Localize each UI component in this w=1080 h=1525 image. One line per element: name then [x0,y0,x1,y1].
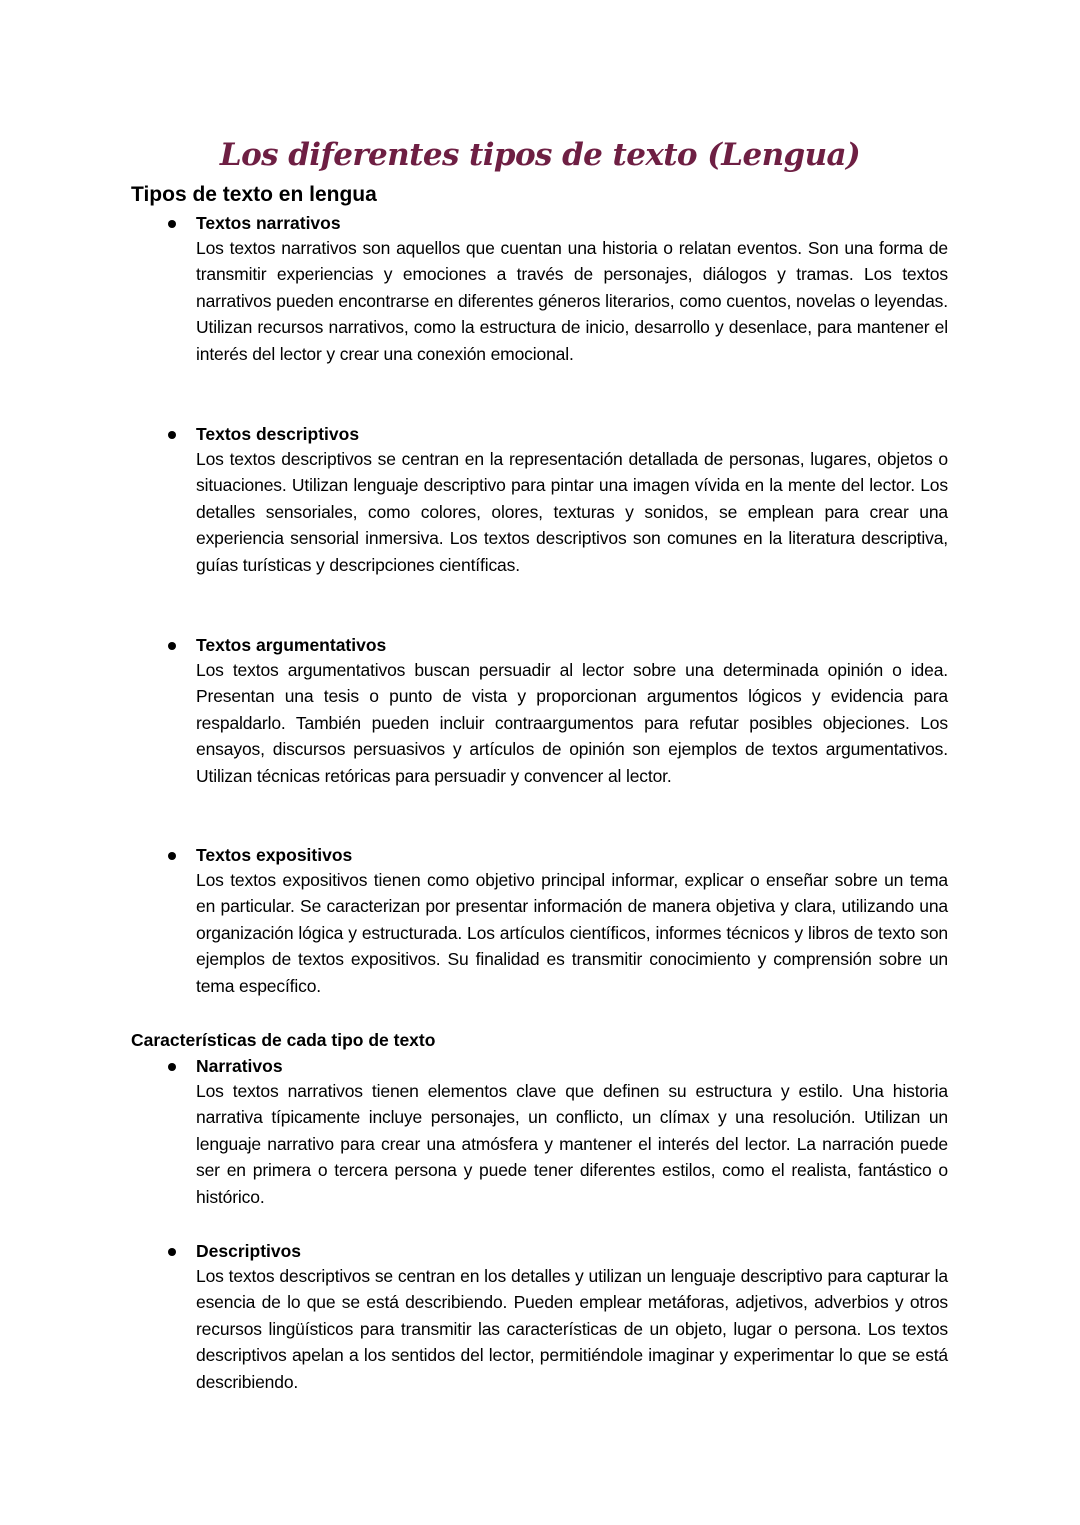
item-body: Los textos descriptivos se centran en la representación detallada de personas, lugares, objetos o situaciones. Utilizan lenguaje descriptivo para pintar una imagen vívida en la mente del lector. Los detalles sensoriales, como colores, olores, texturas y sonidos, se emplean para crear una experiencia sensorial inmersiva. Los textos descriptivos son comunes en la literatura descriptiva, guías turísticas y descripciones científicas. [196,449,948,575]
list-item-textos-argumentativos [196,633,948,789]
item-title: Textos argumentativos [196,635,387,655]
list-item-textos-descriptivos [196,422,948,578]
list-item-textos-narrativos [196,211,948,367]
document-title: Los diferentes tipos de texto (Lengua) [219,137,861,173]
item-title: Textos narrativos [196,213,341,233]
item-title: Textos descriptivos [196,424,360,444]
list-item-narrativos [196,1054,948,1210]
bullet-icon [168,1248,176,1256]
section-heading-tipos: Tipos de texto en lengua [131,183,377,206]
list-item-descriptivos [196,1239,948,1395]
item-title: Textos expositivos [196,845,353,865]
list-item-textos-expositivos [196,843,948,999]
bullet-icon [168,220,176,228]
item-title: Descriptivos [196,1241,302,1261]
bullet-icon [168,852,176,860]
item-body: Los textos expositivos tienen como objetivo principal informar, explicar o enseñar sobre un tema en particular. Se caracterizan por presentar información de manera objetiva y clara, utilizando una organización lógica y estructurada. Los artículos científicos, informes técnicos y libros de texto son ejemplos de textos expositivos. Su finalidad es transmitir conocimiento y comprensión sobre un tema específico. [196,870,948,996]
bullet-icon [168,431,176,439]
bullet-icon [168,1063,176,1071]
item-body: Los textos argumentativos buscan persuadir al lector sobre una determinada opinión o idea. Presentan una tesis o punto de vista y proporcionan argumentos lógicos y evidencia para respaldarlo. También pueden incluir contraargumentos para refutar posibles objeciones. Los ensayos, discursos persuasivos y artículos de opinión son ejemplos de textos argumentativos. Utilizan técnicas retóricas para persuadir y convencer al lector. [196,660,948,786]
item-body: Los textos descriptivos se centran en los detalles y utilizan un lenguaje descriptivo para capturar la esencia de lo que se está describiendo. Pueden emplear metáforas, adjetivos, adverbios y otros recursos lingüísticos para transmitir las características de un objeto, lugar o persona. Los textos descriptivos apelan a los sentidos del lector, permitiéndole imaginar y experimentar lo que se está describiendo. [196,1266,948,1392]
section-heading-caracteristicas: Características de cada tipo de texto [131,1030,436,1050]
bullet-icon [168,642,176,650]
item-body: Los textos narrativos tienen elementos clave que definen su estructura y estilo. Una historia narrativa típicamente incluye personajes, un conflicto, un clímax y una resolución. Utilizan un lenguaje narrativo para crear una atmósfera y mantener el interés del lector. La narración puede ser en primera o tercera persona y puede tener diferentes estilos, como el realista, fantástico o histórico. [196,1081,948,1207]
item-title: Narrativos [196,1056,283,1076]
item-body: Los textos narrativos son aquellos que cuentan una historia o relatan eventos. Son una forma de transmitir experiencias y emociones a través de personajes, diálogos y tramas. Los textos narrativos pueden encontrarse en diferentes géneros literarios, como cuentos, novelas o leyendas. Utilizan recursos narrativos, como la estructura de inicio, desarrollo y desenlace, para mantener el interés del lector y crear una conexión emocional. [196,238,948,364]
